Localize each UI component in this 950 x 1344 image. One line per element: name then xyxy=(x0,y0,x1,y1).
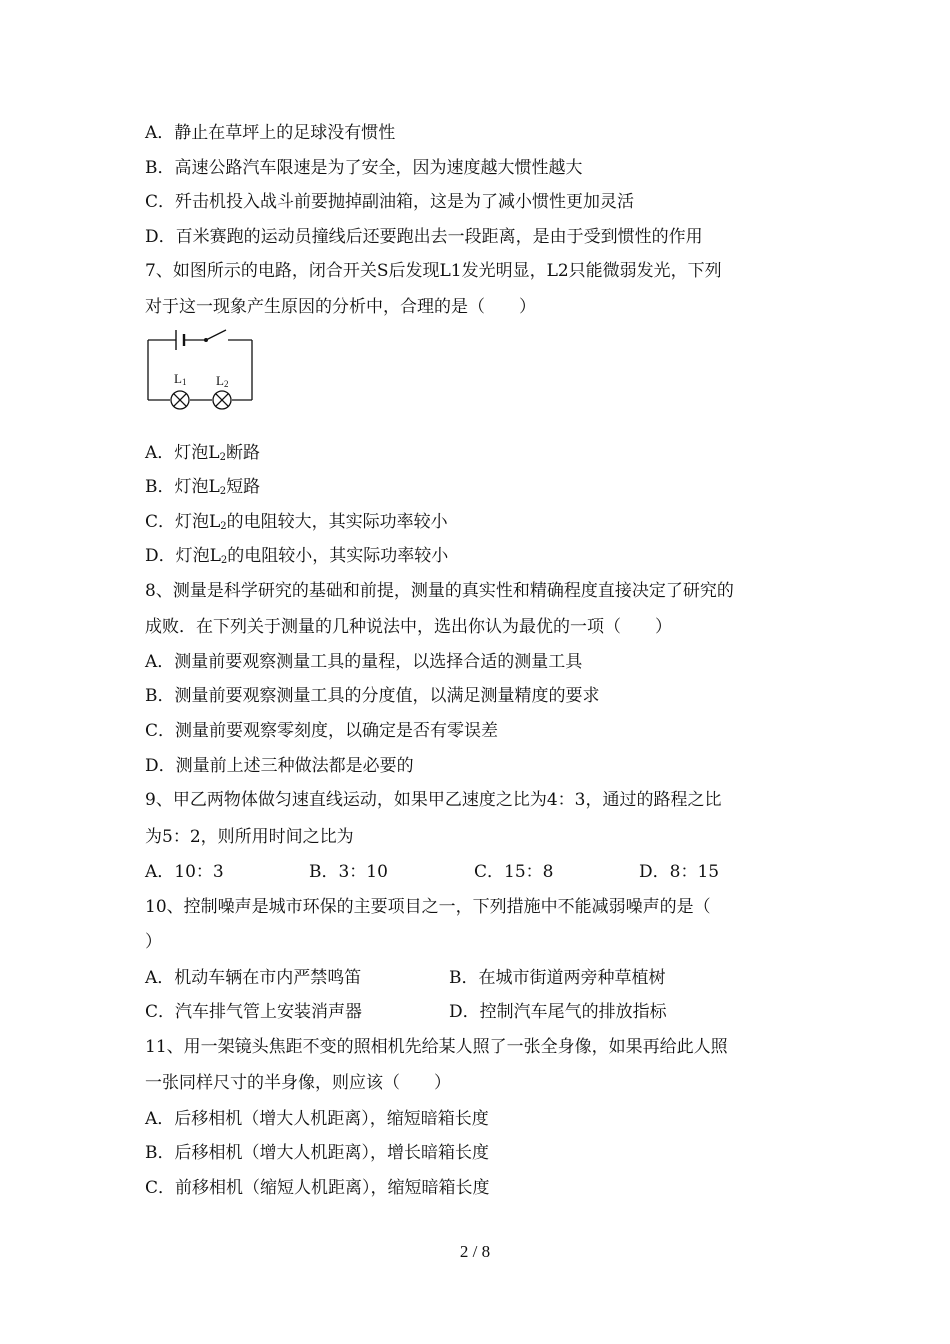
q9-option-c: C．15：8 xyxy=(474,862,554,882)
q10-option-a: A．机动车辆在市内严禁鸣笛 xyxy=(145,968,362,988)
lamp-l2-label: L2 xyxy=(216,373,229,389)
q8-stem-line1: 8、测量是科学研究的基础和前提，测量的真实性和精确程度直接决定了研究的 xyxy=(145,581,734,601)
q8-option-b: B．测量前要观察测量工具的分度值，以满足测量精度的要求 xyxy=(145,686,600,706)
q7-stem-line2: 对于这一现象产生原因的分析中，合理的是（ ） xyxy=(145,297,536,317)
q11-option-a: A．后移相机（增大人机距离），缩短暗箱长度 xyxy=(145,1109,489,1129)
q7-option-b: B．灯泡$L_2$短路 xyxy=(145,477,261,497)
q6-option-b: B．高速公路汽车限速是为了安全，因为速度越大惯性越大 xyxy=(145,158,583,178)
q10-option-b: B．在城市街道两旁种草植树 xyxy=(449,968,666,988)
q8-option-c: C．测量前要观察零刻度，以确定是否有零误差 xyxy=(145,721,499,741)
q7-stem-line1: 7、如图所示的电路，闭合开关S后发现L1发光明显，L2只能微弱发光，下列 xyxy=(145,261,722,281)
q11-option-c: C．前移相机（缩短人机距离），缩短暗箱长度 xyxy=(145,1178,490,1198)
q6-option-a: A．静止在草坪上的足球没有惯性 xyxy=(145,123,396,143)
q6-option-c: C．歼击机投入战斗前要抛掉副油箱，这是为了减小惯性更加灵活 xyxy=(145,192,635,212)
q9-option-a: A．10：3 xyxy=(145,862,224,882)
circuit-diagram xyxy=(140,322,260,414)
q9-stem-line2: 为5：2，则所用时间之比为 xyxy=(145,827,354,847)
q8-option-a: A．测量前要观察测量工具的量程，以选择合适的测量工具 xyxy=(145,652,583,672)
q7-option-a: A．灯泡$L_2$断路 xyxy=(145,443,260,463)
q11-stem-line2: 一张同样尺寸的半身像，则应该（ ） xyxy=(145,1073,451,1093)
q8-option-d: D．测量前上述三种做法都是必要的 xyxy=(145,756,414,776)
q11-option-b: B．后移相机（增大人机距离），增长暗箱长度 xyxy=(145,1143,489,1163)
switch-lever xyxy=(206,330,226,340)
q10-stem-line2: ） xyxy=(145,932,162,952)
lamp-l1-label: L1 xyxy=(174,371,187,387)
q10-option-c: C．汽车排气管上安装消声器 xyxy=(145,1002,363,1022)
q11-stem-line1: 11、用一架镜头焦距不变的照相机先给某人照了一张全身像，如果再给此人照 xyxy=(145,1037,728,1057)
q8-stem-line2: 成败．在下列关于测量的几种说法中，选出你认为最优的一项（ ） xyxy=(145,617,672,637)
q9-option-d: D．8：15 xyxy=(639,862,720,882)
switch-pivot xyxy=(204,338,208,342)
q10-stem-line1: 10、控制噪声是城市环保的主要项目之一，下列措施中不能减弱噪声的是（ xyxy=(145,897,711,917)
q7-option-c: C．灯泡$L_2$的电阻较大，其实际功率较小 xyxy=(145,512,448,532)
q7-option-d: D．灯泡$L_2$的电阻较小，其实际功率较小 xyxy=(145,546,449,566)
q9-stem-line1: 9、甲乙两物体做匀速直线运动，如果甲乙速度之比为4：3，通过的路程之比 xyxy=(145,790,722,810)
q6-option-d: D．百米赛跑的运动员撞线后还要跑出去一段距离，是由于受到惯性的作用 xyxy=(145,227,703,247)
q9-option-b: B．3：10 xyxy=(309,862,388,882)
page-number: 2 / 8 xyxy=(459,1242,491,1261)
q10-option-d: D．控制汽车尾气的排放指标 xyxy=(449,1002,667,1022)
